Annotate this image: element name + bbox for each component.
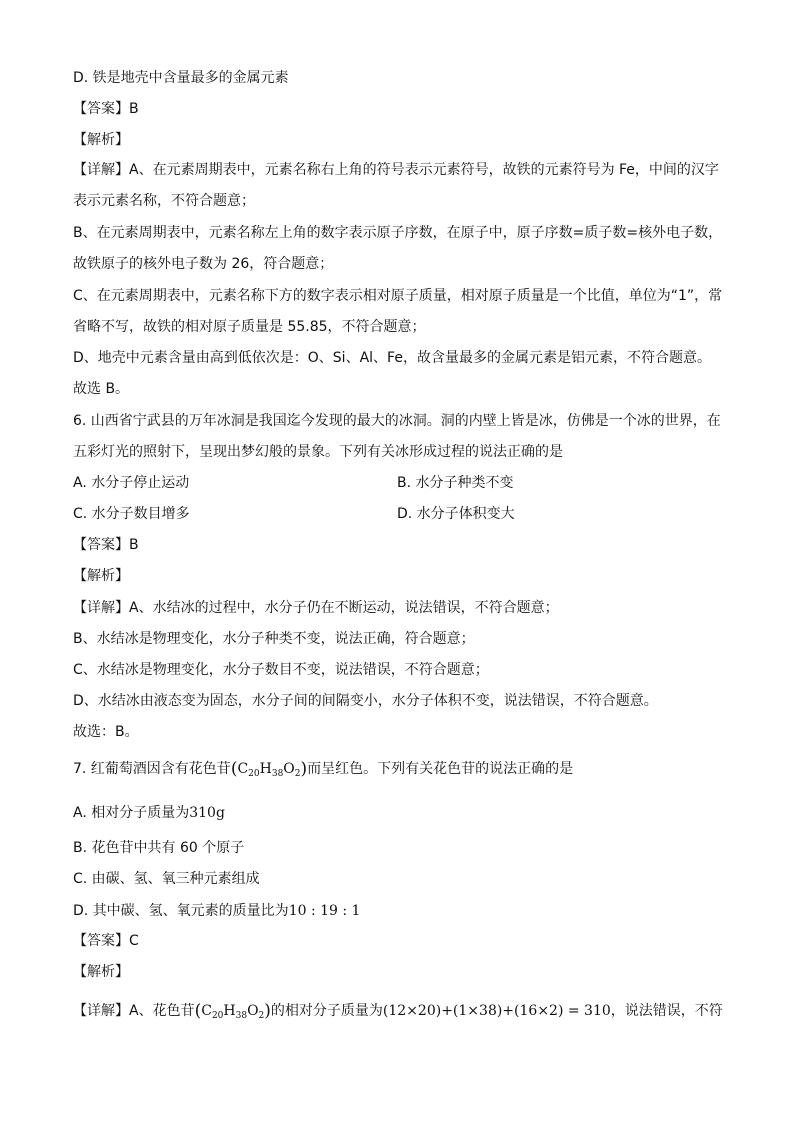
answer-label: 【答案】C <box>73 933 139 949</box>
question-7-option-a: A. 相对分子质量为310g <box>73 805 225 821</box>
question-7-option-c: C. 由碳、氢、氧三种元素组成 <box>73 871 260 887</box>
detail-text: 【详解】A、在元素周期表中，元素名称右上角的符号表示元素符号，故铁的元素符号为 Fe，中间的汉字 <box>73 162 719 178</box>
mass-ratio-value: 10 : 19 : 1 <box>288 903 361 919</box>
question-6-option-d: D. 水分子体积变大 <box>397 506 515 522</box>
question-7-stem <box>73 758 573 784</box>
molar-mass-value: 310g <box>189 805 225 821</box>
answer-label: 【答案】B <box>73 101 139 117</box>
question-7-stem-start: 7. 红葡萄酒因含有花色苷 <box>73 761 231 777</box>
option-d-q5: D. 铁是地壳中含量最多的金属元素 <box>73 70 289 86</box>
question-7-option-d: D. 其中碳、氢、氧元素的质量比为10 : 19 : 1 <box>73 903 361 919</box>
question-7-option-b: B. 花色苷中共有 60 个原子 <box>73 840 245 856</box>
detail-text: D、地壳中元素含量由高到低依次是：O、Si、Al、Fe，故含量最多的金属元素是铝元素，不符合题意。 <box>73 350 711 366</box>
detail-text: 【详解】A、水结冰的过程中，水分子仍在不断运动，说法错误，不符合题意； <box>73 600 559 616</box>
question-6-stem: 五彩灯光的照射下，呈现出梦幻般的景象。下列有关冰形成过程的说法正确的是 <box>73 444 563 460</box>
detail-text: 表示元素名称，不符合题意； <box>73 193 255 209</box>
detail-text: 【详解】A、花色苷$(C_{20}H_{38}O_2)$的相对分子质量为(12×20)+(1×38)+(16×2) = 310，说法错误，不符 <box>73 1001 723 1021</box>
detail-text: C、水结冰是物理变化，水分子数目不变，说法错误，不符合题意； <box>73 662 489 678</box>
detail-text: B、在元素周期表中，元素名称左上角的数字表示原子序数，在原子中，原子序数=质子数=核外电子数， <box>73 225 723 241</box>
answer-label: 【答案】B <box>73 537 139 553</box>
question-6-option-b: B. 水分子种类不变 <box>397 475 514 491</box>
chemical-formula: $(C_{20}H_{38}O_2)$ <box>230 759 308 779</box>
question-7-stem-end: 而呈红色。下列有关花色苷的说法正确的是 <box>307 761 574 777</box>
question-6-option-c: C. 水分子数目增多 <box>73 506 190 522</box>
molar-mass-expression: (12×20)+(1×38)+(16×2) = 310 <box>382 1003 611 1019</box>
analysis-label: 【解析】 <box>73 568 129 584</box>
analysis-label: 【解析】 <box>73 132 129 148</box>
analysis-label: 【解析】 <box>73 964 129 980</box>
question-6-option-a: A. 水分子停止运动 <box>73 475 190 491</box>
detail-text: 省略不写，故铁的相对原子质量是 55.85，不符合题意； <box>73 319 426 335</box>
conclusion-text: 故选 B。 <box>73 381 130 397</box>
question-6-stem: 6. 山西省宁武县的万年冰洞是我国迄今发现的最大的冰洞。洞的内壁上皆是冰，仿佛是一个冰的世界，在 <box>73 413 721 429</box>
chemical-formula: $(C_{20}H_{38}O_2)$ <box>194 1001 271 1021</box>
detail-text: C、在元素周期表中，元素名称下方的数字表示相对原子质量，相对原子质量是一个比值，单位为“1”，常 <box>73 288 723 304</box>
detail-text: D、水结冰由液态变为固态，水分子间的间隔变小，水分子体积不变，说法错误，不符合题意。 <box>73 693 658 709</box>
detail-text: 故铁原子的核外电子数为 26，符合题意； <box>73 256 334 272</box>
detail-text: B、水结冰是物理变化，水分子种类不变，说法正确，符合题意； <box>73 631 475 647</box>
conclusion-text: 故选：B。 <box>73 724 139 740</box>
